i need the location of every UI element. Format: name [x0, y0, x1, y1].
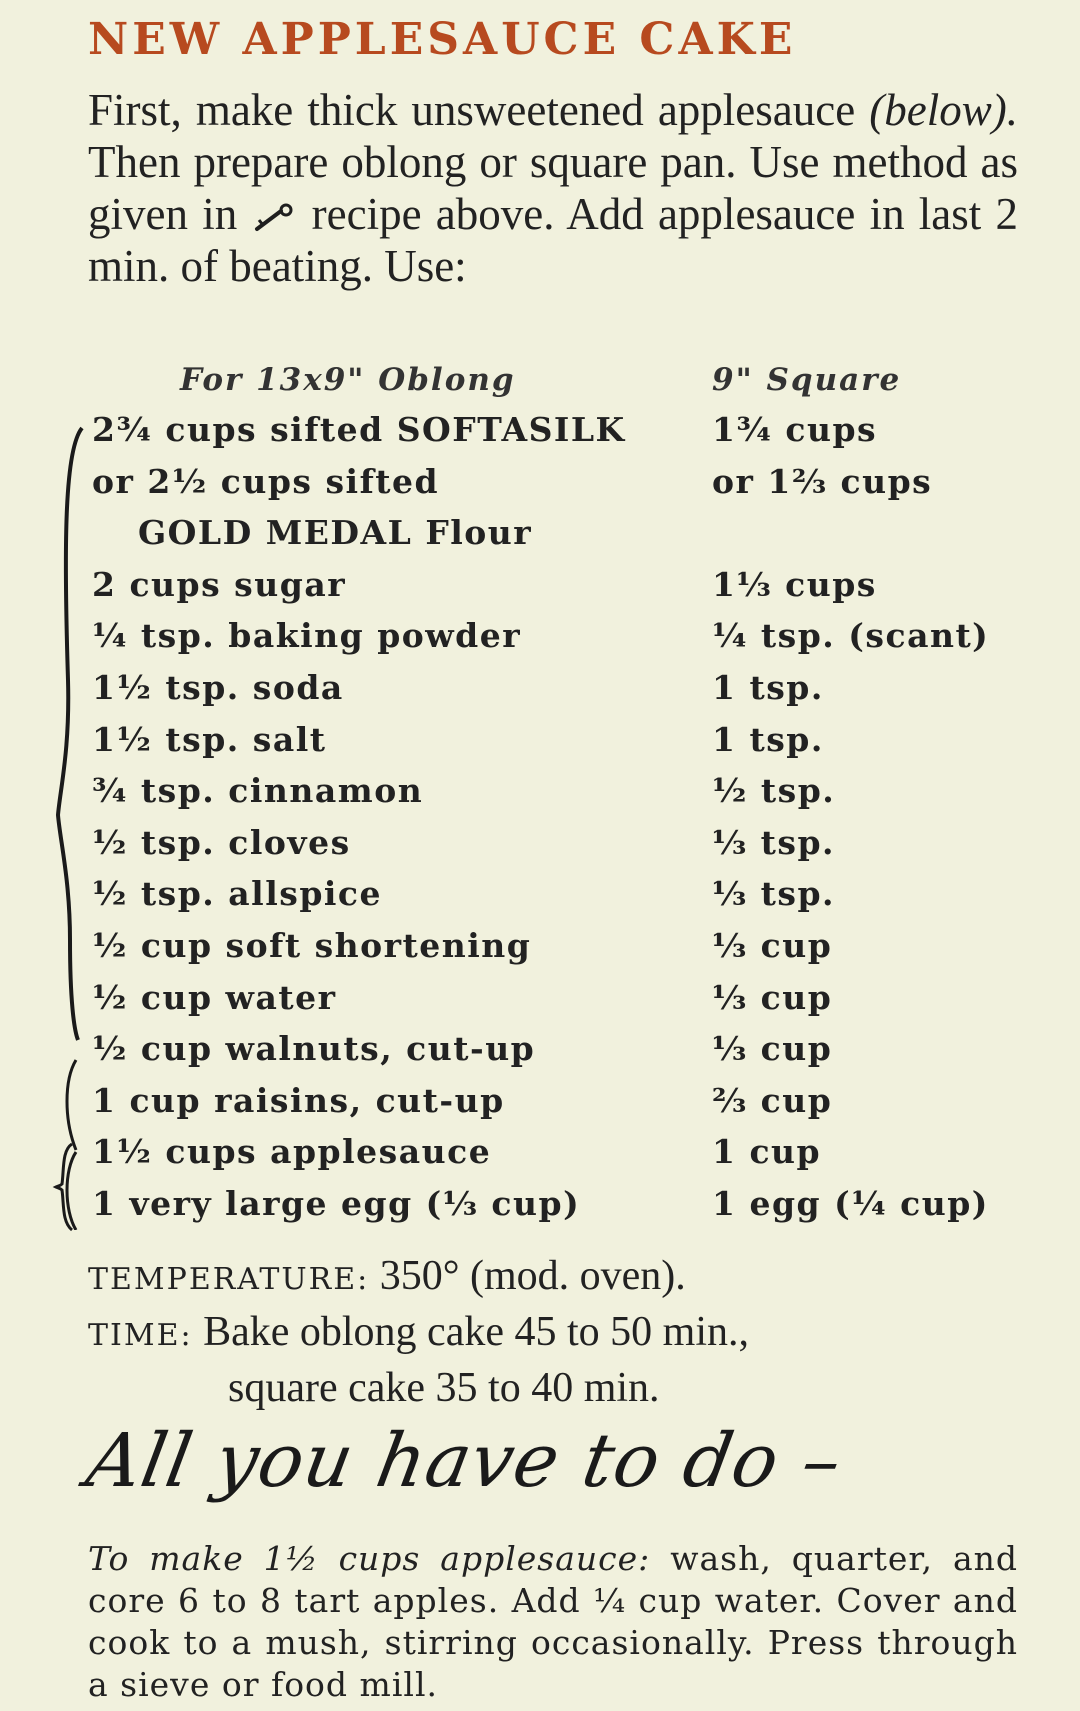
oblong-amount: 1½ tsp. soda: [92, 667, 344, 707]
ingredient-row: [92, 1081, 1032, 1133]
ingredient-row: [92, 668, 1032, 720]
column-header-square: 9" Square: [712, 362, 902, 398]
square-amount: ¼ tsp. (scant): [712, 616, 990, 656]
square-amount: 1 tsp.: [712, 667, 824, 707]
oblong-amount: ¼ tsp. baking powder: [92, 616, 522, 656]
oblong-amount: ½ tsp. cloves: [92, 822, 351, 862]
intro-paragraph: [88, 84, 1018, 292]
time-line: [88, 1306, 1028, 1414]
ingredient-row: [92, 720, 1032, 772]
oblong-amount: GOLD MEDAL Flour: [138, 513, 533, 553]
square-amount: ⅓ cup: [712, 1029, 833, 1069]
grouping-braces: [50, 420, 90, 1230]
oblong-amount: 2 cups sugar: [92, 564, 347, 604]
square-amount: 1⅓ cups: [712, 564, 877, 604]
square-amount: ½ tsp.: [712, 771, 836, 811]
square-amount: 1 tsp.: [712, 719, 824, 759]
ingredient-row: [92, 1132, 1032, 1184]
applesauce-text: wash, quarter, and core 6 to 8 tart apples. Add ¼ cup water. Cover and cook to a mush, stirring occasionally. Press through a sieve or food mill.: [88, 1539, 1018, 1704]
oblong-amount: ½ cup soft shortening: [92, 925, 532, 965]
applesauce-lead: To make 1½ cups applesauce:: [88, 1539, 651, 1578]
oblong-amount: 1½ cups applesauce: [92, 1132, 492, 1172]
oblong-amount: 1 very large egg (⅓ cup): [92, 1183, 581, 1223]
baking-notes: [88, 1250, 1028, 1414]
ingredients-table: [92, 410, 1032, 1236]
recipe-title: NEW APPLESAUCE CAKE: [88, 14, 797, 65]
intro-line2: Then prepare oblong or square pan. Use method as given in: [88, 137, 1018, 239]
ingredient-row: [92, 410, 1032, 462]
ingredient-row: [92, 771, 1032, 823]
square-amount: ⅓ tsp.: [712, 822, 836, 862]
oblong-amount: 1 cup raisins, cut-up: [92, 1080, 505, 1120]
ingredient-row: [92, 1184, 1032, 1236]
intro-line1: First, make thick unsweetened applesauce: [88, 85, 856, 135]
oblong-amount: 2¾ cups sifted SOFTASILK: [92, 410, 626, 449]
oblong-amount: ½ cup walnuts, cut-up: [92, 1029, 536, 1069]
square-amount: ⅓ cup: [712, 925, 833, 965]
key-icon: [251, 192, 297, 222]
oblong-amount: 1½ tsp. salt: [92, 719, 327, 759]
time-value-1: Bake oblong cake 45 to 50 min.,: [203, 1309, 749, 1355]
oblong-amount: ¾ tsp. cinnamon: [92, 771, 424, 811]
temperature-line: [88, 1250, 1028, 1306]
square-amount: ⅔ cup: [712, 1080, 833, 1120]
ingredient-row: [92, 926, 1032, 978]
ingredient-row: [92, 565, 1032, 617]
ingredient-row: [92, 462, 1032, 514]
square-amount: ⅓ tsp.: [712, 874, 836, 914]
square-amount: 1 egg (¼ cup): [712, 1183, 989, 1223]
square-amount: or 1⅔ cups: [712, 461, 933, 501]
ingredient-row: [92, 513, 1032, 565]
ingredient-row: [92, 1029, 1032, 1081]
oblong-amount: ½ tsp. allspice: [92, 874, 383, 914]
square-amount: 1 cup: [712, 1132, 822, 1172]
column-header-oblong: For 13x9" Oblong: [180, 362, 516, 398]
ingredient-row: [92, 823, 1032, 875]
square-amount: ⅓ cup: [712, 977, 833, 1017]
oblong-amount: or 2½ cups sifted: [92, 461, 440, 501]
egg-brace: [50, 1140, 80, 1232]
ingredient-row: [92, 978, 1032, 1030]
ingredient-row: [92, 874, 1032, 926]
square-amount: 1¾ cups: [712, 410, 878, 449]
ingredient-row: [92, 616, 1032, 668]
intro-below: (below).: [869, 85, 1018, 135]
temperature-value: 350° (mod. oven).: [379, 1253, 686, 1299]
time-value-2: square cake 35 to 40 min.: [228, 1365, 660, 1411]
intro-line3: recipe above. Add applesauce in last 2 min. of beating. Use:: [88, 189, 1019, 291]
script-heading: All you have to do –: [80, 1418, 849, 1504]
applesauce-instructions: [88, 1538, 1018, 1706]
temperature-label: TEMPERATURE:: [88, 1262, 370, 1297]
oblong-amount: ½ cup water: [92, 977, 337, 1017]
time-label: TIME:: [88, 1318, 193, 1353]
